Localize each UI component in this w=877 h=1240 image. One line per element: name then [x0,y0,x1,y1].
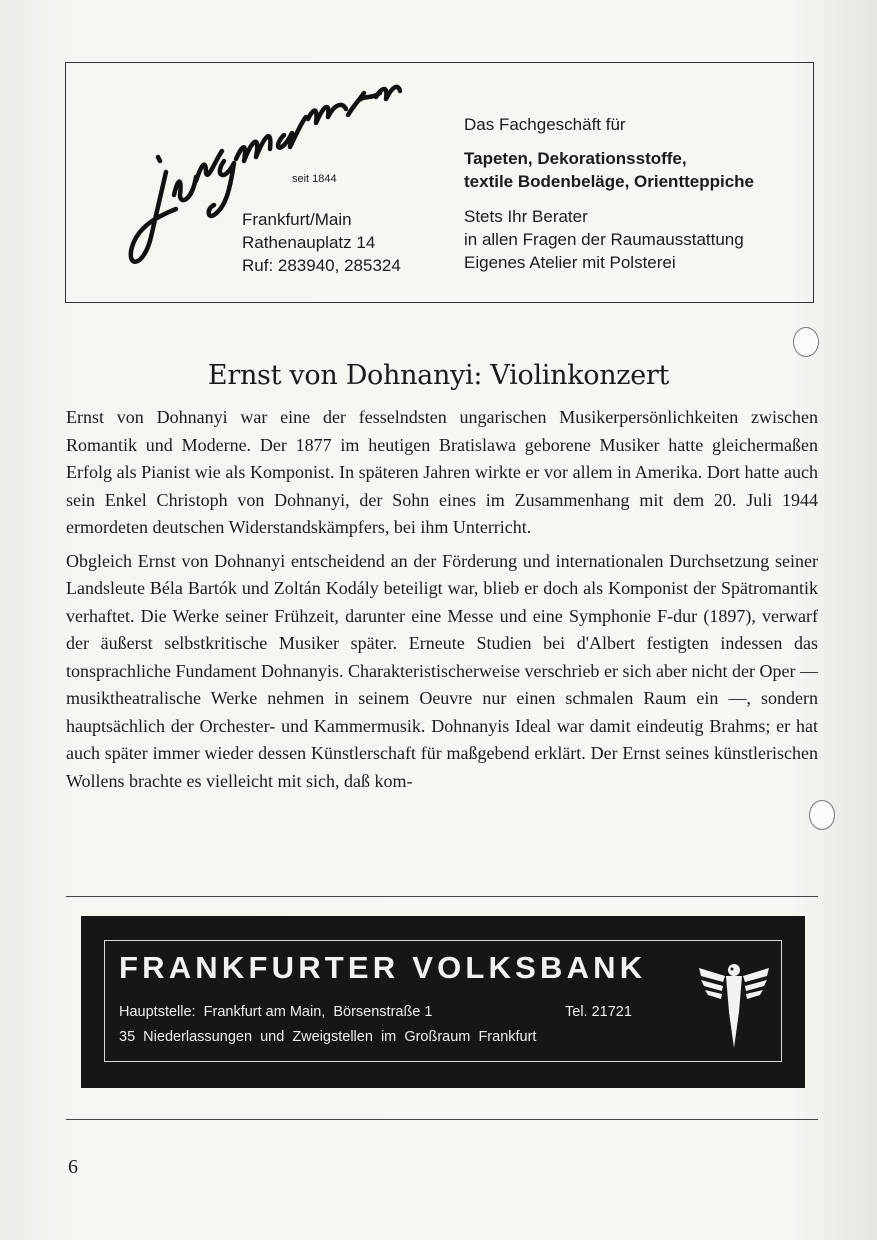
shop-description [464,113,804,274]
article-title: Ernst von Dohnanyi: Violinkonzert [207,360,670,391]
address-city: Frankfurt/Main [242,210,352,229]
punch-hole [793,327,819,357]
services-line-3: Eigenes Atelier mit Polsterei [464,253,676,272]
article-body [66,404,818,801]
jungmann-advertisement [65,62,814,303]
bank-headquarters: Hauptstelle: Frankfurt am Main, Börsenstraße 1 [119,1004,433,1020]
products-line-2: textile Bodenbeläge, Orientteppiche [464,172,755,191]
article-paragraph: Ernst von Dohnanyi war eine der fesselndsten ungarischen Musikerpersönlichkeiten zwischen Romantik und Moderne. Der 1877 im heutigen Bratislawa geborene Musiker hatte gleichermaßen Erfolg als Pianist wie als Komponist. In späteren Jahren wirkte er vor allem in Amerika. Dort hatte auch sein Enkel Christoph von Dohnanyi, der Sohn eines im Zusammenhang mit dem 20. Juli 1944 ermordeten deutschen Widerstandskämpfers, bei ihm Unterricht. [66,407,818,537]
page-number: 6 [68,1156,78,1178]
bank-branches: 35 Niederlassungen und Zweigstellen im Großraum Frankfurt [119,1029,537,1045]
intro-text: Das Fachgeschäft für [464,115,626,134]
divider-rule [66,896,818,897]
since-label: seit 1844 [292,173,337,185]
punch-hole [809,800,835,830]
jungmann-logo-image [96,77,426,317]
bank-phone: Tel. 21721 [565,1004,632,1020]
shop-address [242,208,401,277]
volksbank-advertisement [81,916,805,1088]
article-paragraph: Obgleich Ernst von Dohnanyi entscheidend an der Förderung und internationalen Durchsetzung seiner Landsleute Béla Bartók und Zoltán Kodály beteiligt war, blieb er doch als Komponist der Spätromantik verhaftet. Die Werke seiner Frühzeit, darunter eine Messe und eine Symphonie F-dur (1897), verwarf der äußerst selbstkritische Musiker später. Erneute Studien bei d'Albert festigten indessen das tonsprachliche Fundament Dohnanyis. Charakteristischerweise verschrieb er sich aber nicht der Oper — musiktheatralische Werke nehmen in seinem Oeuvre nur einen schmalen Raum ein —, sondern hauptsächlich der Orchester- und Kammermusik. Dohnanyis Ideal war damit eindeutig Brahms; er hat auch später immer wieder dessen Künstlerschaft für maßgebend erklärt. Der Ernst seines künstlerischen Wollens brachte es vielleicht mit sich, daß kom- [66,550,818,791]
address-phone: Ruf: 283940, 285324 [242,256,401,275]
services-line-2: in allen Fragen der Raumausstattung [464,230,744,249]
address-street: Rathenauplatz 14 [242,233,376,252]
eagle-emblem-icon [699,956,769,1048]
services-line-1: Stets Ihr Berater [464,207,588,226]
products-line-1: Tapeten, Dekorationsstoffe, [464,149,687,168]
bank-name: FRANKFURTER VOLKSBANK [119,950,647,985]
divider-rule [66,1119,818,1120]
